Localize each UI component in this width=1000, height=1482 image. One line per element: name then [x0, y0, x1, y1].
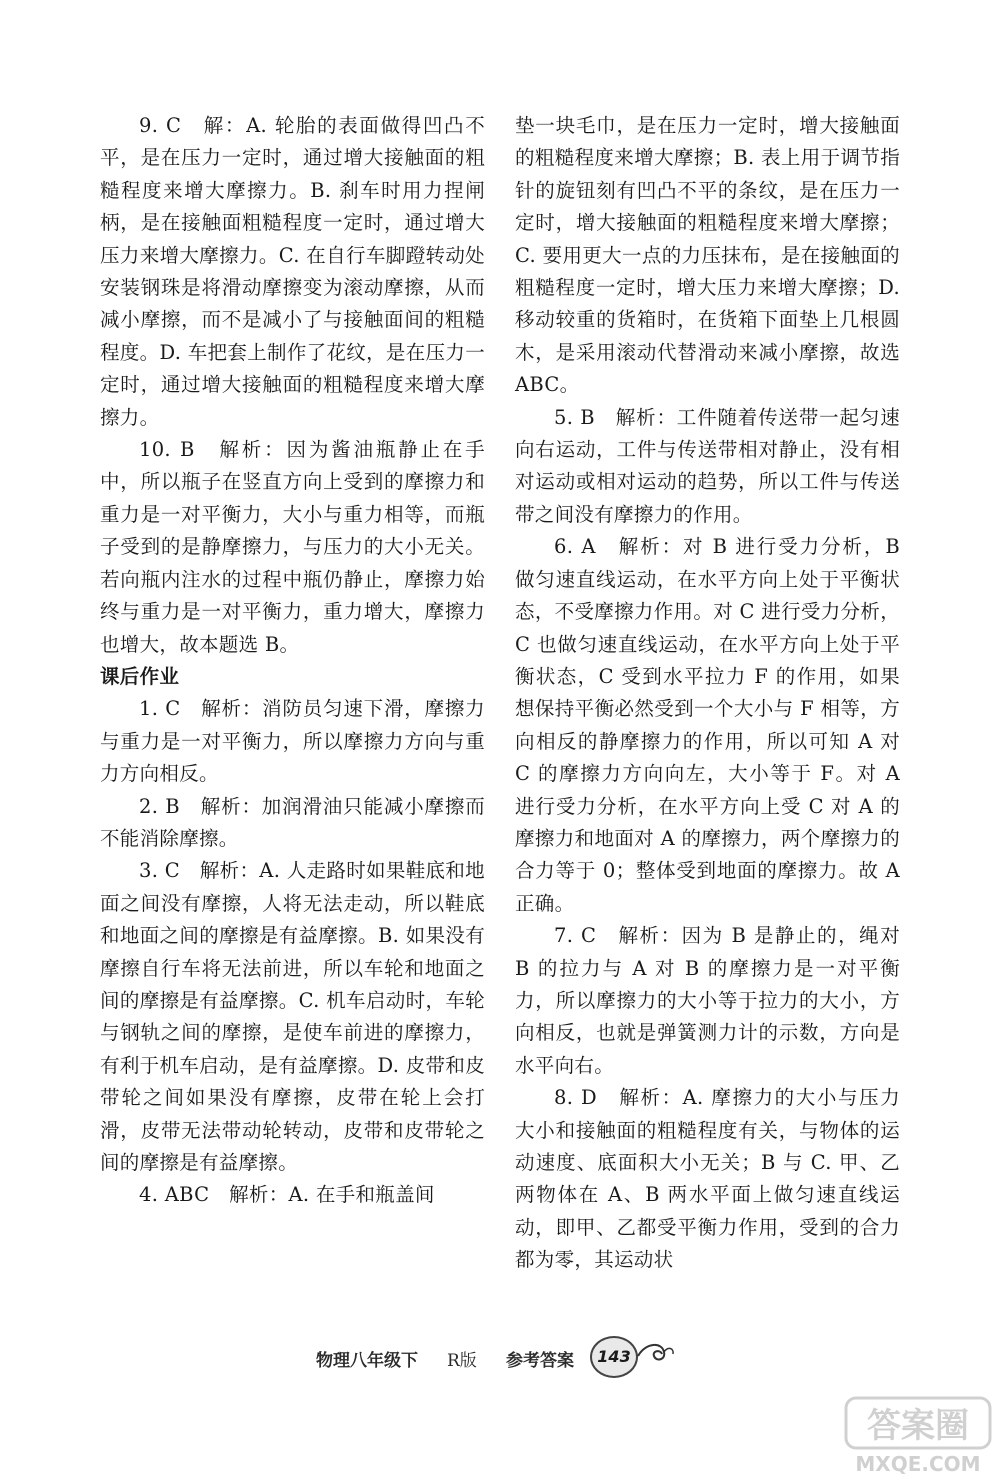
watermark-top-text: 答案圈	[867, 1406, 969, 1446]
watermark-logo	[843, 1395, 993, 1477]
homework-answer-1: 1. C 解析：消防员匀速下滑，摩擦力与重力是一对平衡力，所以摩擦力方向与重力方向相反。	[100, 697, 485, 786]
footer-edition: R版	[447, 1351, 477, 1371]
watermark-bottom-text: MXQE.COM	[855, 1452, 981, 1476]
page-footer	[0, 1332, 1000, 1392]
footer-answers: 参考答案	[506, 1351, 574, 1371]
left-column	[100, 110, 485, 1212]
section-heading: 课后作业	[100, 664, 180, 688]
homework-answer-4: 4. ABC 解析：A. 在手和瓶盖间	[139, 1183, 435, 1207]
homework-answer-2: 2. B 解析：加润滑油只能减小摩擦而不能消除摩擦。	[100, 794, 485, 850]
homework-answer-7: 7. C 解析：因为 B 是静止的，绳对 B 的拉力与 A 对 B 的摩擦力是一对平衡力，所以摩擦力的大小等于拉力的大小，方向相反，也就是弹簧测力计的示数，方向是水平向右。	[515, 924, 900, 1077]
page-number-badge: 143	[590, 1336, 638, 1378]
homework-answer-4-continued: 垫一块毛巾，是在压力一定时，增大接触面的粗糙程度来增大摩擦；B. 表上用于调节指针的旋钮刻有凹凸不平的条纹，是在压力一定时，增大接触面的粗糙程度来增大摩擦；C. 要用更大一点的力压抹布，是在接触面的粗糙程度一定时，增大压力来增大摩擦；D. 移动较重的货箱时，在货箱下面垫上几根圆木，是采用滚动代替滑动来减小摩擦，故选 ABC。	[515, 114, 900, 397]
answer-10: 10. B 解析：因为酱油瓶静止在手中，所以瓶子在竖直方向上受到的摩擦力和重力是一对平衡力，大小与重力相等，而瓶子受到的是静摩擦力，与压力的大小无关。若向瓶内注水的过程中瓶仍静止，摩擦力始终与重力是一对平衡力，重力增大，摩擦力也增大，故本题选 B。	[100, 438, 485, 656]
answer-9: 9. C 解：A. 轮胎的表面做得凹凸不平，是在压力一定时，通过增大接触面的粗糙程度来增大摩擦力。B. 刹车时用力捏闸柄，是在接触面粗糙程度一定时，通过增大压力来增大摩擦力。C. 在自行车脚蹬转动处安装钢珠是将滑动摩擦变为滚动摩擦，从而减小摩擦，而不是减小了与接触面间的粗糙程度。D. 车把套上制作了花纹，是在压力一定时，通过增大接触面的粗糙程度来增大摩擦力。	[100, 114, 485, 429]
right-column	[515, 110, 900, 1277]
footer-subject: 物理八年级下	[316, 1351, 418, 1371]
homework-answer-5: 5. B 解析：工件随着传送带一起匀速向右运动，工件与传送带相对静止，没有相对运动或相对运动的趋势，所以工件与传送带之间没有摩擦力的作用。	[515, 405, 900, 526]
homework-answer-8: 8. D 解析：A. 摩擦力的大小与压力大小和接触面的粗糙程度有关，与物体的运动速度、底面积大小无关；B 与 C. 甲、乙两物体在 A、B 两水平面上做匀速直线运动，即甲、乙都受平衡力作用，受到的合力都为零，其运动状	[515, 1086, 900, 1272]
swirl-ornament-icon	[636, 1338, 676, 1372]
homework-answer-6: 6. A 解析：对 B 进行受力分析，B 做匀速直线运动，在水平方向上处于平衡状态，不受摩擦力作用。对 C 进行受力分析，C 也做匀速直线运动，在水平方向上处于平衡状态，C 受到水平拉力 F 的作用，如果想保持平衡必然受到一个大小与 F 相等，方向相反的静摩擦力的作用，所以可知 A 对 C 的摩擦力方向向左，大小等于 F。对 A 进行受力分析，在水平方向上受 C 对 A 的摩擦力和地面对 A 的摩擦力，两个摩擦力的合力等于 0；整体受到地面的摩擦力。故 A 正确。	[515, 535, 900, 915]
homework-answer-3: 3. C 解析：A. 人走路时如果鞋底和地面之间没有摩擦，人将无法走动，所以鞋底和地面之间的摩擦是有益摩擦。B. 如果没有摩擦自行车将无法前进，所以车轮和地面之间的摩擦是有益摩擦。C. 机车启动时，车轮与钢轨之间的摩擦，是使车前进的摩擦力，有利于机车启动，是有益摩擦。D. 皮带和皮带轮之间如果没有摩擦，皮带在轮上会打滑，皮带无法带动轮转动，皮带和皮带轮之间的摩擦是有益摩擦。	[100, 859, 485, 1174]
